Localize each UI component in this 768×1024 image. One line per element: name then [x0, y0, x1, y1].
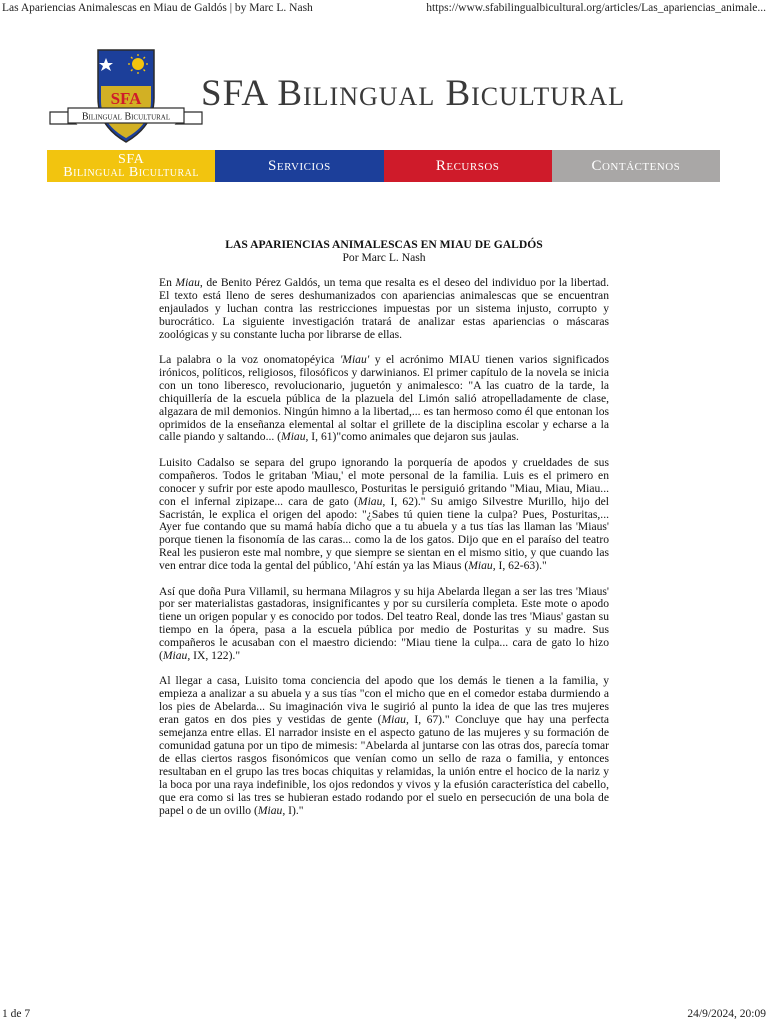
- article-title: LAS APARIENCIAS ANIMALESCAS EN MIAU DE GALDÓS: [225, 238, 543, 251]
- print-header: [0, 0, 768, 18]
- main-nav: [47, 150, 720, 182]
- page-number: 1 de 7: [2, 1008, 31, 1020]
- print-header-url: https://www.sfabilingualbicultural.org/articles/Las_apariencias_animale...: [426, 2, 766, 14]
- logo-initials: SFA: [110, 89, 142, 108]
- logo-ribbon-text: Bilingual Bicultural: [81, 111, 171, 123]
- paragraph-4: Así que doña Pura Villamil, su hermana Milagros y su hija Abelarda llegan a ser las tres 'Miaus' por ser materialistas gastadoras, insignificantes y por su cursilería completa. Este mote o apodo tiene un origen popular y es conocido por todos. Del teatro Real, donde las tres 'Miaus' gastan su tiempo en la ópera, pasa a la escuela pública por medio de Posturitas y su madre. Sus compañeros le acusaban con el maestro diciendo: "Miau tiene la culpa... cara de gato lo hizo (Miau, IX, 122).": [159, 584, 609, 663]
- site-title[interactable]: SFA Bilingual Bicultural: [201, 73, 626, 114]
- paragraph-1: En Miau, de Benito Pérez Galdós, un tema que resalta es el deseo del individuo por la libertad. El texto está lleno de seres deshumanizados con apariencias animalescas que se encuentran enjaulados y luchan contra las restricciones impuestas por un sistema injusto, corrupto y burocrático. La siguiente investigación tratará de analizar estas apariencias o máscaras zoológicas y su constante lucha por librarse de ellas.: [159, 276, 609, 341]
- nav-recursos[interactable]: Recursos: [384, 150, 552, 182]
- nav-contactenos[interactable]: Contáctenos: [552, 150, 720, 182]
- paragraph-2: La palabra o la voz onomatopéyica 'Miau' y el acrónimo MIAU tienen varios significados irónicos, políticos, religiosos, filosóficos y darwinianos. El primer capítulo de la novela se inicia con un tono liberesco, revolucionario, juguetón y animalesco: "A las cuatro de la tarde, la chiquillería de la escuela pública de la plazuela del Limón salió atropelladamente de clase, algazara de mil demonios. Ningún himno a la libertad,... es tan hermoso como él que entonan los oprimidos de la enseñanza elemental al soltar el grillete de la disciplina escolar y echarse a la calle piando y saltando... (Miau, I, 61)"como animales que dejaron sus jaulas.: [159, 353, 609, 444]
- site-logo[interactable]: [46, 46, 216, 146]
- article: [159, 238, 609, 829]
- print-footer: [0, 1006, 768, 1024]
- paragraph-5: Al llegar a casa, Luisito toma conciencia del apodo que los demás le tienen a la familia, y empieza a analizar a su abuela y a sus tías "con el micho que en el comedor estaba durmiendo a los pies de Abelarda... Su imaginación viva le sugirió al punto la idea de que las tres mujeres eran gatos en dos pies y vestidas de gente (Miau, I, 67)." Concluye que hay una perfecta semejanza entre ellas. El narrador insiste en el aspecto gatuno de las mujeres y su formación de comunidad gatuna por un tipo de mimesis: "Abelarda al juntarse con las otras dos, parecía tomar de ellas ciertos rasgos fisonómicos que venían como un sello de raza o familia, y entonces resultaban en el grupo las tres bocas chiquitas y relamidas, la unión entre el hocico de la nariz y la boca por una raya indefinible, los ojos redondos y vivos y la efusión característica del cabello, que era como si las tres se hubieran estado rodando por el suelo en persecución de una bola de papel o de un ovillo (Miau, I).": [159, 674, 610, 817]
- print-datetime: 24/9/2024, 20:09: [687, 1008, 766, 1020]
- nav-servicios[interactable]: Servicios: [215, 150, 383, 182]
- nav-home[interactable]: [47, 150, 215, 182]
- article-byline: Por Marc L. Nash: [342, 251, 426, 264]
- print-header-title: Las Apariencias Animalescas en Miau de Galdós | by Marc L. Nash: [2, 2, 313, 14]
- shield-logo-icon: [46, 46, 216, 146]
- paragraph-3: Luisito Cadalso se separa del grupo ignorando la porquería de apodos y crueldades de sus compañeros. Todos le gritaban 'Miau,' el mote personal de la familia. Luis es el primero en conocer y sufrir por este apodo maullesco, Posturitas le persiguió gritando "Miau, Miau, Miau... con el infernal zipizape... cara de gato (Miau, I, 62)." Su amigo Silvestre Murillo, hijo del Sacristán, le explica el origen del apodo: "¿Sabes tú quien tiene la culpa? Pues, Posturitas,... Ayer fue contando que su mamá había dicho que a tu abuela y a tus tías las llaman las 'Miaus' porque tienen la fisonomía de las caras... como la de los gatos. Dijo que en el paraíso del teatro Real les pusieron este mal nombre, y que siempre se sientan en el mismo sitio, y que cuando las ven entrar dice toda la gental del público, 'Ahí están ya las Miaus (Miau, I, 62-63).": [159, 455, 610, 573]
- nav-home-line1: SFA: [118, 152, 145, 167]
- nav-home-line2: Bilingual Bicultural: [63, 165, 199, 180]
